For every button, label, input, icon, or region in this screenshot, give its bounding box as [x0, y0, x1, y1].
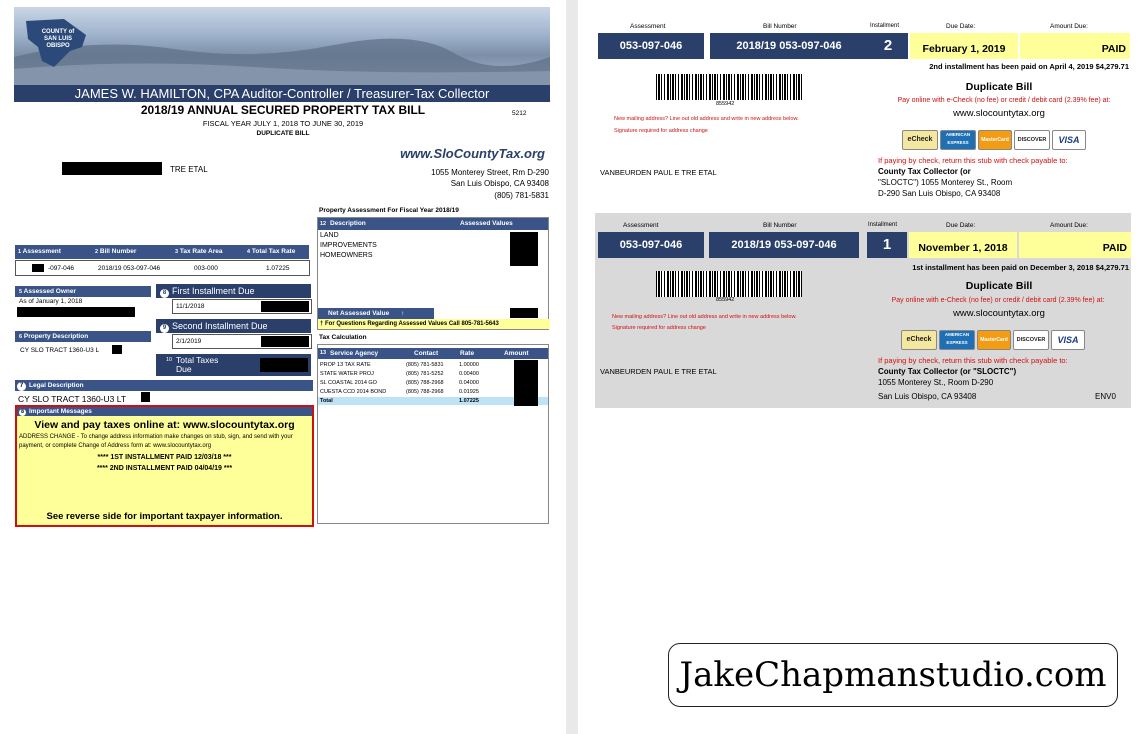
stub-duplicate: Duplicate Bill: [965, 81, 1033, 93]
desc-header: Description: [330, 220, 366, 227]
stub-barcode-number: 855942: [716, 297, 735, 303]
summary-total-tax-rate-value: 1.07225: [266, 265, 290, 272]
stub-due-date: November 1, 2018: [909, 232, 1017, 258]
second-installment-row: [172, 334, 312, 349]
stub-signature-note: Signature required for address change: [614, 128, 708, 134]
reverse-side-note: See reverse side for important taxpayer information.: [46, 511, 283, 522]
legal-desc-redacted: [141, 392, 150, 402]
owner-suffix: TRE ETAL: [170, 165, 208, 174]
stub-due-label: Due Date:: [946, 23, 976, 30]
stub-barcode-number: 855942: [716, 101, 735, 107]
summary-bill-number-value: 2018/19 053-097-046: [98, 265, 161, 272]
tax-amounts-redacted: [514, 360, 538, 406]
summary-assessment-value: -097-046: [48, 265, 75, 272]
total-taxes-num: 10: [166, 357, 173, 363]
stub-site[interactable]: www.slocountytax.org: [953, 108, 1045, 119]
summary-header: [15, 245, 309, 259]
second-installment-paid: **** 2ND INSTALLMENT PAID 04/04/19 ***: [96, 465, 233, 472]
first-installment-label: First Installment Due: [172, 286, 255, 296]
assessment-header-row: [318, 218, 548, 230]
stub-mailing-note: New mailing address? Line out old address and write in new address below.: [612, 314, 797, 320]
stub-installment-label: Installment: [868, 222, 898, 228]
stub-installment-1: [595, 213, 1131, 408]
stub-assessment: 053-097-046: [598, 232, 704, 258]
summary-num-1: 1: [18, 249, 22, 255]
net-assessed-label: Net Assessed Value: [328, 310, 390, 317]
stub-check-note: If paying by check, return this stub with check payable to:: [878, 356, 1068, 365]
desc-num: 12: [320, 221, 327, 227]
bill-title: 2018/19 ANNUAL SECURED PROPERTY TAX BILL: [140, 103, 426, 117]
assessment-box: [317, 217, 549, 330]
tax-header-row: [318, 348, 548, 359]
stub-due-label: Due Date:: [946, 222, 976, 229]
tax-row-rate: 0.04000: [459, 380, 479, 386]
tax-header-amount: Amount: [504, 350, 529, 357]
tax-row-contact: (805) 788-2968: [406, 389, 444, 395]
important-messages-header: [17, 407, 312, 416]
tax-row-agency: STATE WATER PROJ: [320, 371, 374, 377]
right-stub-page: [578, 0, 1144, 734]
net-assessed-arrow: ↑: [401, 310, 405, 317]
tax-header-rate: Rate: [460, 350, 475, 357]
tax-row-agency: PROP 13 TAX RATE: [320, 362, 371, 368]
first-installment-row: [172, 299, 312, 314]
values-header: Assessed Values: [460, 220, 513, 227]
total-taxes-box: [224, 354, 311, 376]
tax-row-agency: SL COASTAL 2014 GO: [320, 380, 377, 386]
net-assessed-row: [318, 308, 434, 319]
stub-check-note: If paying by check, return this stub with check payable to:: [878, 156, 1068, 165]
assessed-owner-num: 5: [19, 289, 23, 295]
visa-icon: VISA: [1051, 330, 1085, 350]
stub-pay-note: Pay online with e-Check (no fee) or credit / debit card (2.39% fee) at:: [891, 297, 1105, 304]
stub-paid-note: 2nd installment has been paid on April 4, 2019 $4,279.71: [929, 62, 1129, 71]
fiscal-year: FISCAL YEAR JULY 1, 2018 TO JUNE 30, 2019: [202, 119, 364, 128]
tax-row-agency: CUESTA CCD 2014 BOND: [320, 389, 387, 395]
stub-duplicate: Duplicate Bill: [965, 280, 1033, 292]
stub-payee-3: D-290 San Luis Obispo, CA 93408: [878, 189, 1001, 198]
watermark: JakeChapmanstudio.com: [668, 643, 1118, 707]
assessed-owner-date: As of January 1, 2018: [19, 298, 83, 305]
duplicate-bill-label: DUPLICATE BILL: [256, 130, 310, 137]
net-assessed-redacted: [510, 308, 538, 318]
stub-amount-label: Amount Due:: [1050, 222, 1088, 229]
first-installment-date: 11/1/2018: [176, 303, 205, 310]
office-phone: (805) 781-5831: [494, 191, 549, 200]
second-installment-date: 2/1/2019: [176, 338, 202, 345]
assessed-owner-redacted: [17, 307, 135, 317]
tax-row-rate: 0.00400: [459, 371, 479, 377]
address-change-message: ADDRESS CHANGE - To change address information make changes on stub, sign, and send with your payment, or complete Change of Address form at: www.slocountytax.org: [19, 434, 293, 449]
assessment-prefix-redacted: [32, 264, 44, 272]
bill-code: 5212: [512, 110, 527, 117]
stub-amount: PAID: [1019, 232, 1131, 258]
tax-header-contact: Contact: [414, 350, 439, 357]
summary-header-bill-number: Bill Number: [99, 248, 137, 255]
legal-desc-num: 7: [17, 382, 26, 391]
stub-payee-2: 1055 Monterey St., Room D-290: [878, 378, 994, 387]
tax-num: 13: [320, 350, 327, 356]
echeck-icon: eCheck: [902, 130, 938, 150]
stub-env-code: ENV0: [1095, 392, 1116, 401]
stub-pay-note: Pay online with e-Check (no fee) or credit / debit card (2.39% fee) at:: [897, 97, 1111, 104]
assessment-title: Property Assessment For Fiscal Year 2018/19: [319, 207, 459, 214]
summary-num-4: 4: [247, 249, 251, 255]
amex-icon: AMERICAN EXPRESS: [940, 130, 976, 150]
pay-online-message: View and pay taxes online at: www.slocountytax.org: [34, 419, 295, 431]
first-installment-num: 8: [160, 289, 169, 298]
second-installment-num: 9: [160, 324, 169, 333]
county-website[interactable]: www.SloCountyTax.org: [400, 146, 545, 161]
discover-icon: DISCOVER: [1013, 330, 1049, 350]
stub-payee-1: County Tax Collector (or "SLOCTC"): [878, 367, 1017, 376]
tax-row-contact: (805) 788-2968: [406, 380, 444, 386]
logo-text: COUNTY of SAN LUIS OBISPO: [41, 29, 75, 49]
summary-header-tax-rate-area: Tax Rate Area: [179, 248, 223, 255]
header-banner: [14, 7, 550, 87]
county-logo: [24, 17, 88, 69]
mastercard-icon: MasterCard: [977, 330, 1011, 350]
stub-bill-number: 2018/19 053-097-046: [709, 232, 859, 258]
tax-total-rate: 1.07225: [459, 398, 479, 404]
stub-installment-label: Installment: [870, 23, 900, 29]
desc-improvements: IMPROVEMENTS: [320, 242, 377, 249]
assessed-owner-label: Assessed Owner: [23, 288, 77, 295]
total-taxes-header: [156, 354, 224, 376]
legal-desc-value: CY SLO TRACT 1360-U3 LT: [18, 394, 127, 404]
stub-installment: 2: [868, 33, 908, 59]
amex-icon: AMERICAN EXPRESS: [939, 330, 975, 350]
total-taxes-redacted: [260, 358, 308, 372]
summary-num-2: 2: [95, 249, 99, 255]
legal-desc-label: Legal Description: [29, 382, 84, 389]
stub-mailing-note: New mailing address? Line out old address and write in new address below.: [614, 116, 799, 122]
important-label: Important Messages: [29, 408, 92, 415]
assessed-questions-note: † For Questions Regarding Assessed Values Call 805-781-5643: [318, 319, 550, 329]
tax-row-rate: 0.01925: [459, 389, 479, 395]
summary-tax-rate-area-value: 003-000: [194, 265, 218, 272]
stub-owner: VANBEURDEN PAUL E TRE ETAL: [600, 168, 717, 177]
stub-signature-note: Signature required for address change: [612, 325, 706, 331]
first-installment-amount-redacted: [261, 301, 309, 312]
stub-bill-label: Bill Number: [763, 222, 797, 229]
tax-row-rate: 1.00000: [459, 362, 479, 368]
stub-installment: 1: [867, 232, 907, 258]
stub-paid-note: 1st installment has been paid on December 3, 2018 $4,279.71: [912, 263, 1129, 272]
first-installment-paid: **** 1ST INSTALLMENT PAID 12/03/18 ***: [97, 454, 232, 461]
stub-payee-1: County Tax Collector (or: [878, 167, 971, 176]
stub-assessment-label: Assessment: [630, 23, 666, 30]
official-header: JAMES W. HAMILTON, CPA Auditor-Controller / Treasurer-Tax Collector: [14, 85, 550, 102]
summary-values-row: [15, 260, 310, 276]
stub-amount: PAID: [1020, 33, 1130, 59]
second-installment-amount-redacted: [261, 336, 309, 347]
stub-due-date: February 1, 2019: [910, 33, 1018, 59]
important-messages-box: [15, 405, 314, 527]
second-installment-header: [156, 319, 311, 333]
summary-header-total-tax-rate: Total Tax Rate: [251, 248, 296, 255]
stub-owner: VANBEURDEN PAUL E TRE ETAL: [600, 367, 717, 376]
desc-land: LAND: [320, 232, 339, 239]
property-desc-redacted: [112, 345, 122, 354]
tax-total-label: Total: [320, 398, 333, 404]
important-num: 8: [19, 409, 26, 416]
stub-barcode: [656, 271, 802, 297]
first-installment-header: [156, 284, 311, 298]
stub-bill-label: Bill Number: [763, 23, 797, 30]
tax-row-contact: (805) 781-5252: [406, 371, 444, 377]
legal-desc-header: [15, 380, 313, 391]
property-desc-label: Property Description: [23, 333, 89, 340]
coastline-image: [14, 7, 550, 87]
stub-barcode: [656, 74, 802, 100]
stub-amount-label: Amount Due:: [1050, 23, 1088, 30]
mastercard-icon: MasterCard: [978, 130, 1012, 150]
owner-name-redacted: [62, 162, 162, 175]
property-desc-header: [15, 331, 151, 342]
tax-calc-box: [317, 344, 549, 524]
total-taxes-label: Total Taxes Due: [176, 355, 219, 374]
echeck-icon: eCheck: [901, 330, 937, 350]
discover-icon: DISCOVER: [1014, 130, 1050, 150]
stub-assessment-label: Assessment: [623, 222, 659, 229]
stub-card-logos: [902, 130, 1102, 152]
summary-header-assessment: Assessment: [22, 248, 61, 255]
stub-payee-3: San Luis Obispo, CA 93408: [878, 392, 977, 401]
left-bill-page: [0, 0, 566, 734]
visa-icon: VISA: [1052, 130, 1086, 150]
stub-installment-2: [578, 0, 1144, 205]
tax-row-contact: (805) 781-5831: [406, 362, 444, 368]
stub-site[interactable]: www.slocountytax.org: [953, 308, 1045, 319]
assessed-values-redacted: [510, 232, 538, 266]
tax-header-agency: Service Agency: [330, 350, 379, 357]
stub-assessment: 053-097-046: [598, 33, 704, 59]
property-desc-num: 6: [19, 334, 23, 340]
summary-num-3: 3: [175, 249, 179, 255]
tax-calc-title: Tax Calculation: [319, 334, 367, 341]
stub-payee-2: "SLOCTC") 1055 Monterey St., Room: [878, 178, 1013, 187]
assessed-owner-header: [15, 286, 151, 297]
property-desc-value: CY SLO TRACT 1360-U3 L: [20, 347, 100, 354]
desc-homeowners: HOMEOWNERS: [320, 252, 373, 259]
second-installment-label: Second Installment Due: [172, 321, 268, 331]
office-address-2: San Luis Obispo, CA 93408: [450, 179, 549, 188]
stub-bill-number: 2018/19 053-097-046: [710, 33, 868, 59]
stub-card-logos: [901, 330, 1101, 352]
office-address-1: 1055 Monterey Street, Rm D-290: [431, 168, 549, 177]
